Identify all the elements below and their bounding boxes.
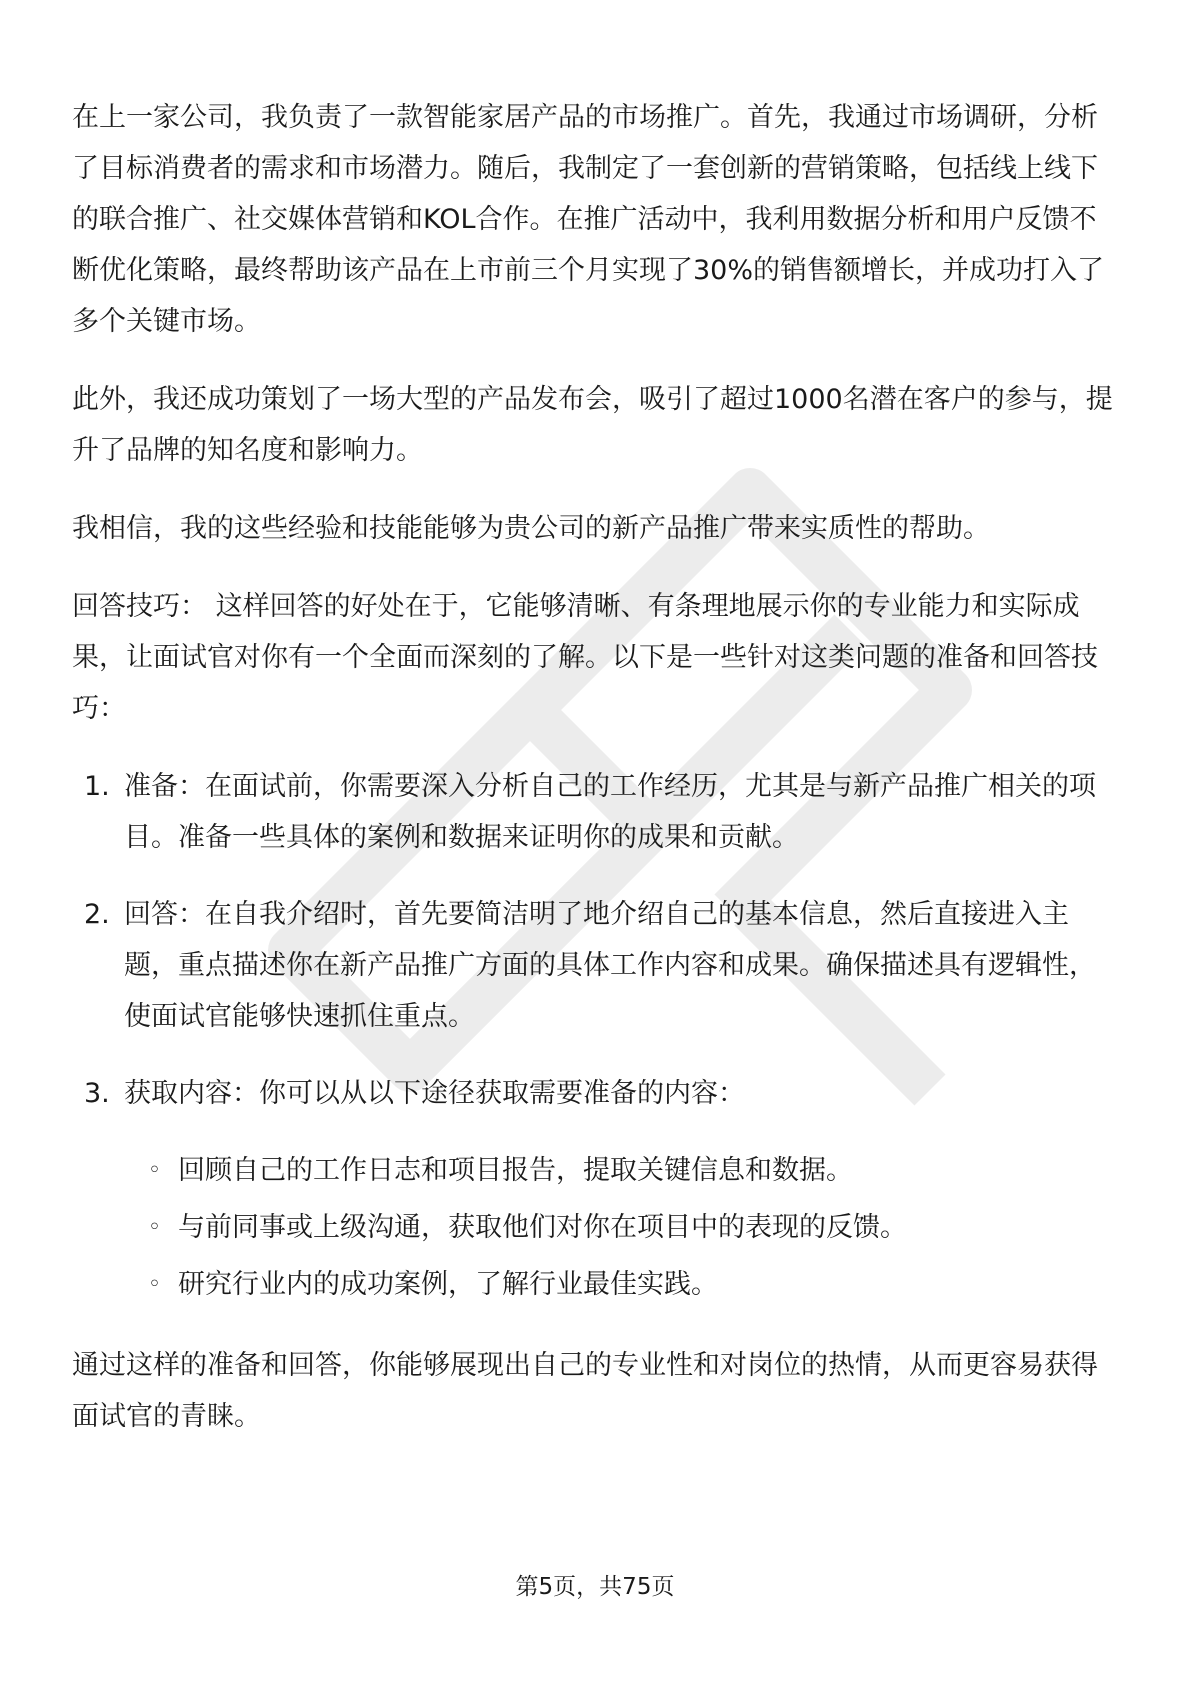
list-item: [72, 1068, 1118, 1119]
list-item: [72, 889, 1118, 1042]
bullet-circle-icon: ◦: [148, 1158, 161, 1183]
list-number: 2.: [84, 899, 110, 930]
bullet-item-text: 研究行业内的成功案例，了解行业最佳实践。: [178, 1269, 718, 1300]
list-number: 1.: [84, 771, 110, 802]
paragraph-answer-tips: 回答技巧： 这样回答的好处在于，它能够清晰、有条理地展示你的专业能力和实际成果，让面试官对你有一个全面而深刻的了解。以下是一些针对这类问题的准备和回答技巧：: [72, 591, 1098, 724]
bullet-item: [72, 1145, 1118, 1196]
paragraph-launch-event: 此外，我还成功策划了一场大型的产品发布会，吸引了超过1000名潜在客户的参与，提升了品牌的知名度和影响力。: [72, 384, 1113, 466]
document-body: [72, 92, 1118, 1469]
bullet-item: [72, 1202, 1118, 1253]
bullet-circle-icon: ◦: [148, 1215, 161, 1240]
paragraph-closing: 通过这样的准备和回答，你能够展现出自己的专业性和对岗位的热情，从而更容易获得面试官的青睐。: [72, 1350, 1098, 1432]
bullet-list: [72, 1145, 1118, 1310]
paragraph-belief: 我相信，我的这些经验和技能能够为贵公司的新产品推广带来实质性的帮助。: [72, 513, 990, 544]
list-item-text: 获取内容：你可以从以下途径获取需要准备的内容：: [124, 1078, 745, 1109]
bullet-item-text: 回顾自己的工作日志和项目报告，提取关键信息和数据。: [178, 1155, 853, 1186]
numbered-list: [72, 761, 1118, 1119]
list-item-text: 准备：在面试前，你需要深入分析自己的工作经历，尤其是与新产品推广相关的项目。准备一些具体的案例和数据来证明你的成果和贡献。: [124, 771, 1096, 853]
bullet-item-text: 与前同事或上级沟通，获取他们对你在项目中的表现的反馈。: [178, 1212, 907, 1243]
list-item-text: 回答：在自我介绍时，首先要简洁明了地介绍自己的基本信息，然后直接进入主题，重点描述你在新产品推广方面的具体工作内容和成果。确保描述具有逻辑性，使面试官能够快速抓住重点。: [124, 899, 1096, 1032]
list-item: [72, 761, 1118, 863]
list-number: 3.: [84, 1078, 110, 1109]
bullet-item: [72, 1259, 1118, 1310]
paragraph-experience: 在上一家公司，我负责了一款智能家居产品的市场推广。首先，我通过市场调研，分析了目标消费者的需求和市场潜力。随后，我制定了一套创新的营销策略，包括线上线下的联合推广、社交媒体营销和KOL合作。在推广活动中，我利用数据分析和用户反馈不断优化策略，最终帮助该产品在上市前三个月实现了30%的销售额增长，并成功打入了多个关键市场。: [72, 102, 1105, 337]
bullet-circle-icon: ◦: [148, 1272, 161, 1297]
page-number-footer: 第5页，共75页: [515, 1574, 675, 1600]
